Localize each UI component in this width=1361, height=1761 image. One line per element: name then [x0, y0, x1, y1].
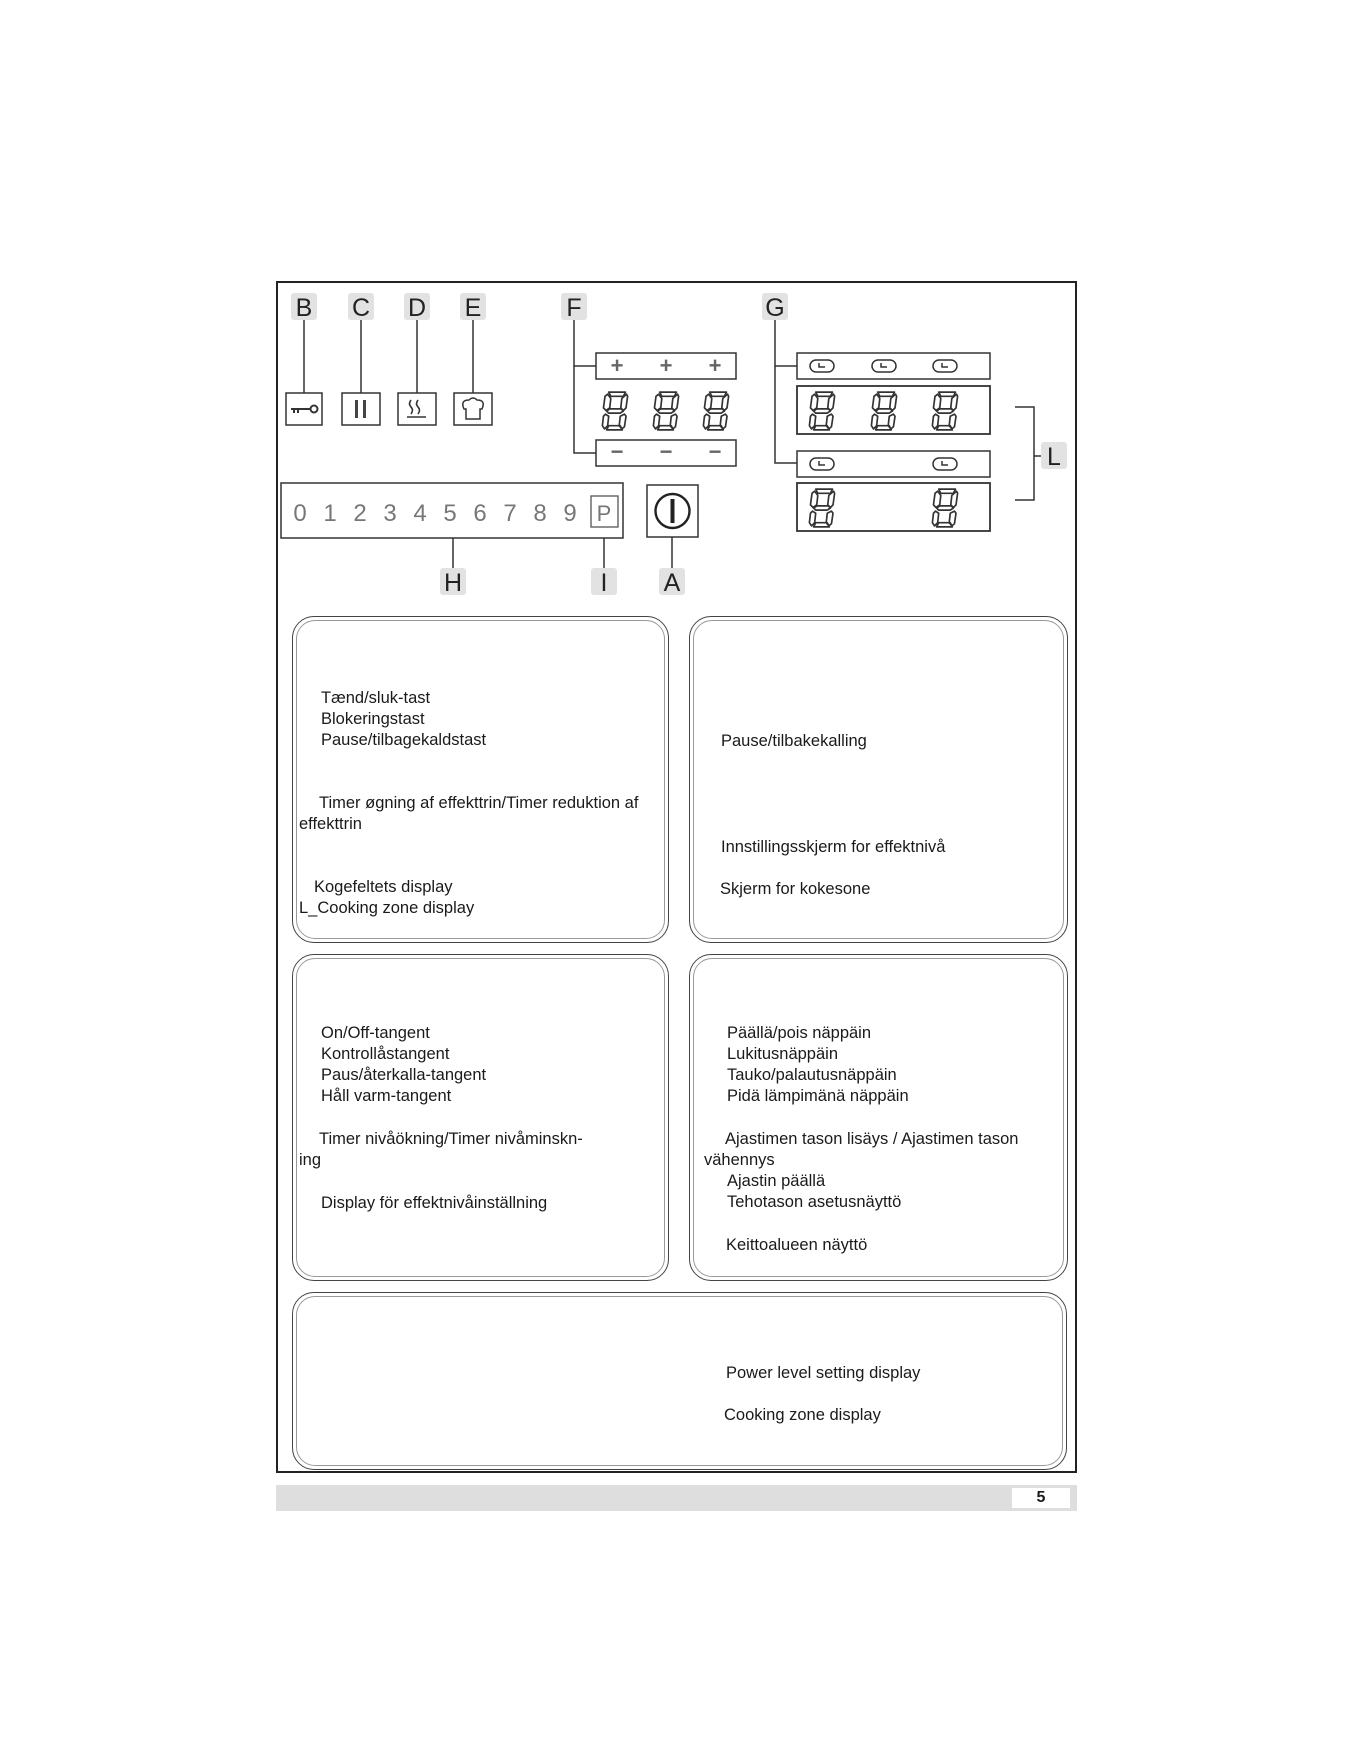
legend-line: Tehotason asetusnäyttö: [727, 1193, 902, 1211]
legend-line: On/Off-tangent: [321, 1024, 430, 1042]
legend-line: Håll varm-tangent: [321, 1087, 452, 1105]
legend-line: Blokeringstast: [321, 710, 425, 728]
page-number: 5: [1012, 1488, 1070, 1508]
svg-text:D: D: [407, 294, 427, 322]
svg-text:+: +: [708, 353, 722, 378]
timer-display-top: [797, 386, 990, 434]
svg-text:C: C: [351, 294, 371, 322]
power-minus-keys: [596, 439, 736, 466]
legend-line: effekttrin: [299, 815, 362, 833]
keep-warm-icon: [398, 393, 436, 425]
label-C: [348, 293, 374, 322]
timer-display-bottom: [797, 483, 990, 531]
label-A: [659, 568, 685, 597]
power-boost-key: P: [596, 501, 612, 526]
svg-text:−: −: [708, 439, 722, 464]
power-plus-keys: [596, 353, 736, 379]
control-panel-diagram: [278, 283, 1075, 613]
power-step-5: 5: [443, 500, 457, 527]
legend-line: vähennys: [704, 1151, 775, 1169]
power-step-6: 6: [473, 500, 487, 527]
legend-line: Skjerm for kokesone: [720, 880, 871, 898]
svg-text:+: +: [659, 353, 673, 378]
finnish-legend-box: [689, 954, 1068, 1281]
svg-text:E: E: [464, 294, 482, 322]
power-level-display: [602, 392, 728, 430]
legend-line: Cooking zone display: [724, 1406, 881, 1424]
swedish-legend-box: [292, 954, 669, 1281]
legend-line: Kontrollåstangent: [321, 1045, 450, 1063]
power-step-2: 2: [353, 500, 367, 527]
svg-text:H: H: [443, 569, 463, 597]
legend-line: Innstillingsskjerm for effektnivå: [721, 838, 946, 856]
legend-line: Timer nivåökning/Timer nivåminskn-: [319, 1130, 583, 1148]
norwegian-legend-box: [689, 616, 1068, 943]
timer-keys-bottom: [797, 451, 990, 477]
legend-line: Lukitusnäppäin: [727, 1045, 839, 1063]
label-D: [404, 293, 430, 322]
power-step-8: 8: [533, 500, 547, 527]
legend-line: Paus/återkalla-tangent: [321, 1066, 487, 1084]
svg-text:A: A: [663, 569, 681, 597]
power-step-4: 4: [413, 500, 427, 527]
power-on-off-icon: [647, 485, 698, 537]
label-F: [561, 293, 587, 322]
power-scale-slider: [281, 483, 623, 538]
svg-text:F: F: [566, 294, 582, 322]
legend-line: L_Cooking zone display: [299, 899, 475, 917]
label-L: [1041, 442, 1067, 471]
svg-text:+: +: [610, 353, 624, 378]
chef-hat-icon: [454, 393, 492, 425]
power-step-9: 9: [563, 500, 577, 527]
power-step-1: 1: [323, 500, 337, 527]
svg-text:−: −: [610, 439, 624, 464]
page-frame: [276, 281, 1077, 1473]
svg-text:−: −: [659, 439, 673, 464]
label-H: [440, 568, 466, 597]
legend-line: Pause/tilbakekalling: [721, 732, 867, 750]
svg-text:I: I: [600, 569, 608, 597]
label-B: [291, 293, 317, 322]
legend-line: Ajastin päällä: [727, 1172, 826, 1190]
legend-line: Pidä lämpimänä näppäin: [727, 1087, 909, 1105]
lock-key-icon: [286, 393, 322, 425]
english-legend-box: [292, 1292, 1067, 1470]
legend-line: Kogefeltets display: [314, 878, 453, 896]
label-G: [762, 293, 788, 322]
legend-line: Keittoalueen näyttö: [726, 1236, 868, 1254]
legend-line: ing: [299, 1151, 322, 1169]
power-step-7: 7: [503, 500, 517, 527]
legend-line: Tænd/sluk-tast: [321, 689, 431, 707]
legend-line: Tauko/palautusnäppäin: [727, 1066, 897, 1084]
label-I: [591, 568, 617, 597]
svg-text:G: G: [765, 294, 785, 322]
legend-line: Päällä/pois näppäin: [727, 1024, 872, 1042]
svg-text:B: B: [295, 294, 313, 322]
label-E: [460, 293, 486, 322]
legend-line: Pause/tilbagekaldstast: [321, 731, 487, 749]
legend-line: Display för effektnivåinställning: [321, 1194, 548, 1212]
legend-line: Power level setting display: [726, 1364, 921, 1382]
danish-legend-box: [292, 616, 669, 943]
power-step-0: 0: [293, 500, 307, 527]
svg-text:L: L: [1047, 443, 1061, 471]
legend-line: Timer øgning af effekttrin/Timer reduktion af: [319, 794, 639, 812]
pause-icon: [342, 393, 380, 425]
footer-bar: [276, 1485, 1077, 1511]
timer-keys-top: [797, 353, 990, 379]
power-step-3: 3: [383, 500, 397, 527]
legend-line: Ajastimen tason lisäys / Ajastimen tason: [725, 1130, 1019, 1148]
